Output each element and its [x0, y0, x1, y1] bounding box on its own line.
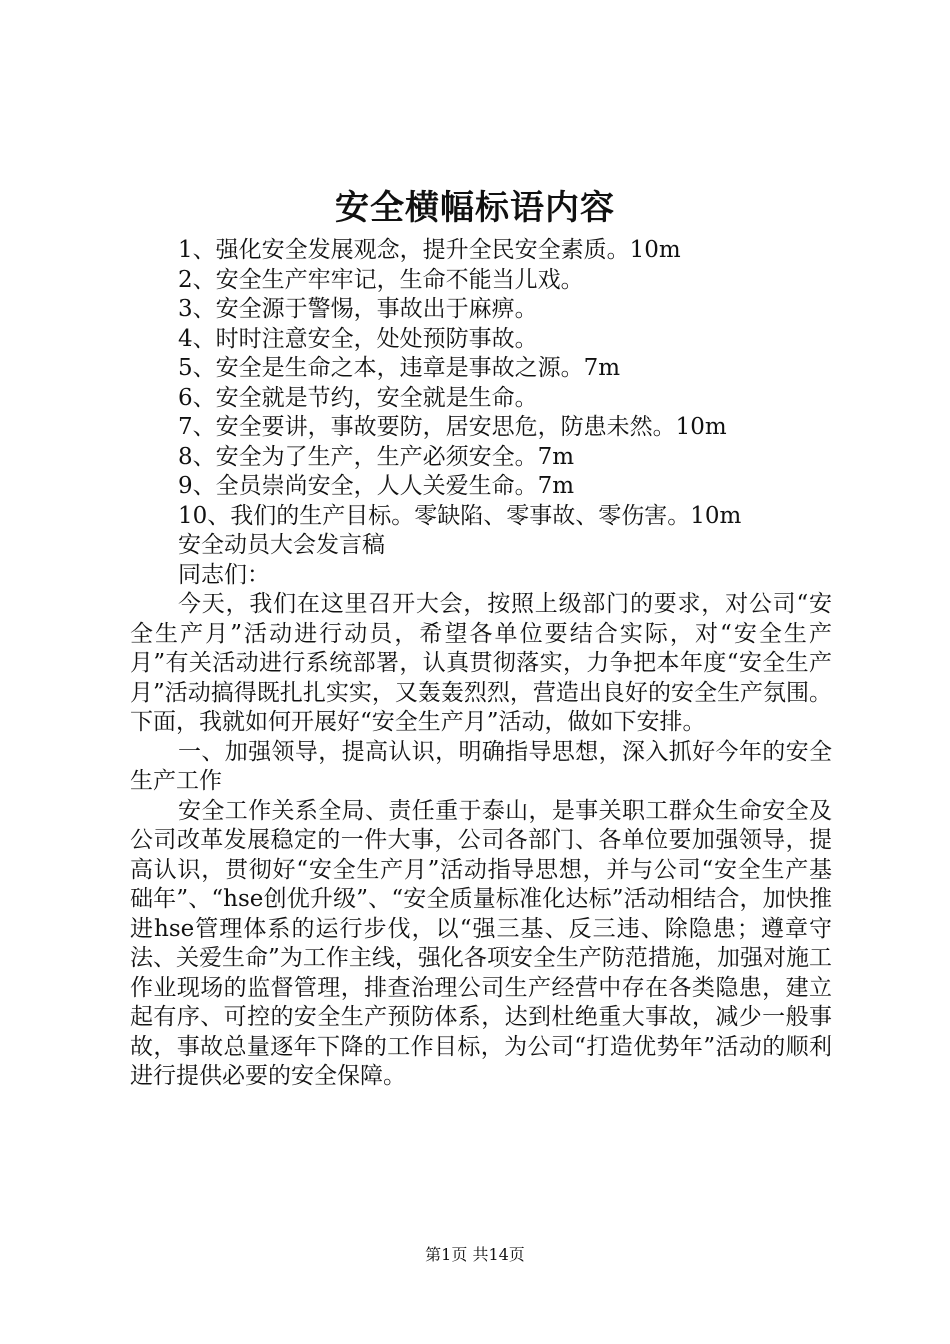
slogan-line: 10、我们的生产目标。零缺陷、零事故、零伤害。10m — [178, 502, 742, 529]
slogan-line: 9、全员崇尚安全，人人关爱生命。7m — [178, 473, 575, 499]
slogan-line: 3、安全源于警惕，事故出于麻痹。 — [178, 296, 538, 322]
speech-title: 安全动员大会发言稿 — [178, 532, 385, 558]
section-heading: 一、加强领导，提高认识，明确指导思想，深入抓好今年的安全生产工作 — [130, 738, 832, 794]
paragraph: 今天，我们在这里召开大会，按照上级部门的要求，对公司“安全生产月”活动进行动员，希望各单位要结合实际，对“安全生产月”有关活动进行系统部署，认真贯彻落实，力争把本年度“安全生产月”活动搞得既扎扎实实，又轰轰烈烈，营造出良好的安全生产氛围。下面，我就如何开展好“安全生产月”活动，做如下安排。 — [130, 591, 832, 735]
slogan-line: 1、强化安全发展观念，提升全民安全素质。10m — [178, 237, 681, 263]
salutation: 同志们： — [178, 561, 270, 588]
slogan-line: 5、安全是生命之本，违章是事故之源。7m — [178, 355, 621, 381]
slogan-line: 8、安全为了生产，生产必须安全。7m — [178, 443, 575, 470]
paragraph: 安全工作关系全局、责任重于泰山，是事关职工群众生命安全及公司改革发展稳定的一件大事，公司各部门、各单位要加强领导，提高认识，贯彻好“安全生产月”活动指导思想，并与公司“安全生产基础年”、“hse创优升级”、“安全质量标准化达标”活动相结合，加快推进hse管理体系的运行步伐，以“强三基、反三违、除隐患；遵章守法、关爱生命”为工作主线，强化各项安全生产防范措施，加强对施工作业现场的监督管理，排查治理公司生产经营中存在各类隐患，建立起有序、可控的安全生产预防体系，达到杜绝重大事故，减少一般事故，事故总量逐年下降的工作目标，为公司“打造优势年”活动的顺利进行提供必要的安全保障。 — [130, 797, 832, 1089]
slogan-line: 4、时时注意安全，处处预防事故。 — [178, 325, 538, 352]
page-footer: 第1页 共14页 — [425, 1245, 525, 1264]
document-title: 安全横幅标语内容 — [335, 188, 615, 228]
document-body — [130, 236, 832, 1092]
slogan-line: 7、安全要讲，事故要防，居安思危，防患未然。10m — [178, 414, 727, 440]
slogan-line: 2、安全生产牢牢记，生命不能当儿戏。 — [178, 266, 584, 293]
slogan-line: 6、安全就是节约，安全就是生命。 — [178, 384, 538, 411]
